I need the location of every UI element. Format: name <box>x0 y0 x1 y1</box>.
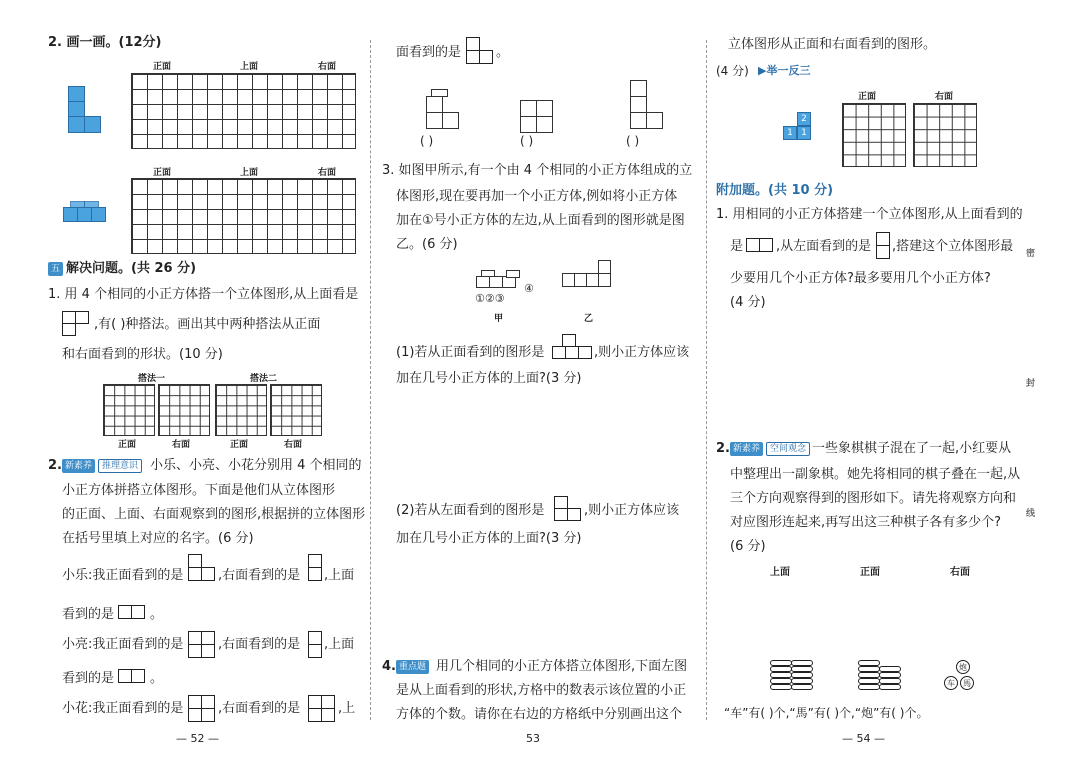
q4-badge: 重点题 <box>396 660 429 674</box>
section-5-title: 解决问题。(共 26 分) <box>66 261 197 276</box>
side-mark-feng: 封 <box>1026 379 1036 389</box>
extra2-line5: (6 分) <box>730 539 766 554</box>
xiaoliang-c: ,上面 <box>324 637 355 652</box>
xiaohua-b: ,右面看到的是 <box>218 701 301 716</box>
answer-paren-3[interactable]: ( ) <box>626 134 640 148</box>
xiaole-d: 看到的是 <box>62 607 115 622</box>
extra2-line2: 中整理出一副象棋。她先将相同的棋子叠在一起,从 <box>730 467 1021 482</box>
q2b-badge-new: 新素养 <box>62 459 95 473</box>
extra1-line1: 1. 用相同的小正方体搭建一个立体图形,从上面看到的 <box>716 207 1023 222</box>
q2b-line2: 小正方体拼搭立体图形。下面是他们从立体图形 <box>62 483 336 498</box>
method-sub-2: 右面 <box>172 440 191 450</box>
q3-line1: 3. 如图甲所示,有一个由 4 个相同的小正方体组成的立 <box>382 163 693 178</box>
label-yi: 乙 <box>584 314 594 324</box>
q4-line1: 用几个相同的小正方体搭立体图形,下面左图 <box>436 659 688 674</box>
method-label-1: 搭法一 <box>138 374 166 384</box>
xiaole-c: ,上面 <box>324 568 355 583</box>
q4-line3: 方体的个数。请你在右边的方格纸中分别画出这个 <box>396 707 683 722</box>
extra1-b: ,从左面看到的是 <box>776 239 872 254</box>
right-view-right: 右面 <box>935 92 954 102</box>
q3-line4: 乙。(6 分) <box>396 237 458 252</box>
extra2-line1: 一些象棋棋子混在了一起,小红要从 <box>812 441 1012 456</box>
method-grid-2[interactable] <box>158 384 210 436</box>
q4-line2: 是从上面看到的形状,方格中的数表示该位置的小正 <box>396 683 687 698</box>
method-sub-4: 右面 <box>284 440 303 450</box>
extra2-line4: 对应图形连起来,再写出这三种棋子各有多少个? <box>730 515 1002 530</box>
extra2-number: 2. <box>716 441 730 456</box>
right-top-line: 立体图形从正面和右面看到的图形。 <box>728 37 937 52</box>
figure-jia-numbers: ①②③ <box>475 292 505 305</box>
extra1-line3: 少要用几个小正方体?最多要用几个小正方体? <box>730 271 991 286</box>
extra1-a: 是 <box>730 239 744 254</box>
extra1-line4: (4 分) <box>730 295 766 310</box>
view-label-front-2: 正面 <box>153 168 172 178</box>
page-divider-right <box>706 40 707 720</box>
chip-ma: 馬 <box>960 676 974 690</box>
q1-line3: 和右面看到的形状。(10 分) <box>62 347 223 362</box>
xiaohua-c: ,上 <box>338 701 356 716</box>
method-sub-1: 正面 <box>118 440 137 450</box>
dir-label-front: 正面 <box>860 567 880 578</box>
chip-pao: 炮 <box>956 660 970 674</box>
q3-line2: 体图形,现在要再加一个小正方体,例如将小正方体 <box>396 189 678 204</box>
method-sub-3: 正面 <box>230 440 249 450</box>
answer-paren-2[interactable]: ( ) <box>520 134 534 148</box>
figure-jia-number-4: ④ <box>524 282 534 295</box>
side-mark-xian: 线 <box>1026 509 1036 519</box>
section-5-badge: 五 <box>48 262 63 276</box>
view-label-right-2: 右面 <box>318 168 337 178</box>
q2b-line3: 的正面、上面、右面观察到的图形,根据拼的立体图形 <box>62 507 366 522</box>
q3-line3: 加在①号小正方体的左边,从上面看到的图形就是图 <box>396 213 685 228</box>
answer-line[interactable]: “车”有( )个,“馬”有( )个,“炮”有( )个。 <box>724 706 929 720</box>
view-label-right: 右面 <box>318 62 337 72</box>
method-grid-1[interactable] <box>103 384 155 436</box>
right-view-front: 正面 <box>858 92 877 102</box>
right-grid-right[interactable] <box>913 103 977 167</box>
view-label-top-2: 上面 <box>240 168 259 178</box>
page-number-54: — 54 — <box>842 732 885 745</box>
q2b-number: 2. <box>48 458 62 473</box>
jyfs-label: ▶举一反三 <box>758 64 811 77</box>
drawing-grid-1[interactable] <box>131 73 356 149</box>
sub2-a: (2)若从左面看到的图形是 <box>396 503 545 518</box>
view-label-top: 上面 <box>240 62 259 72</box>
q4-number: 4. <box>382 659 396 674</box>
answer-paren-1[interactable]: ( ) <box>420 134 434 148</box>
xiaoliang-b: ,右面看到的是 <box>218 637 301 652</box>
xiaoliang-d: 看到的是 <box>62 671 115 686</box>
xiaoliang-a: 小亮:我正面看到的是 <box>62 637 184 652</box>
q2-title: 2. 画一画。(12分) <box>48 35 162 50</box>
page-number-52: — 52 — <box>176 732 219 745</box>
right-score: (4 分) <box>716 64 749 78</box>
label-jia: 甲 <box>494 314 504 324</box>
q1-line2: ,有( )种搭法。画出其中两种搭法从正面 <box>94 317 321 332</box>
q2b-badge-skill: 推理意识 <box>98 459 142 473</box>
extra-title: 附加题。(共 10 分) <box>716 183 834 198</box>
sub1-b: ,则小正方体应该 <box>594 345 690 360</box>
side-mark-mi: 密 <box>1026 249 1036 259</box>
sub2-c: 加在几号小正方体的上面?(3 分) <box>396 531 582 546</box>
xiaole-end: 。 <box>150 607 164 622</box>
extra2-line3: 三个方向观察得到的图形如下。请先将观察方向和 <box>730 491 1017 506</box>
method-grid-3[interactable] <box>215 384 267 436</box>
sub1-c: 加在几号小正方体的上面?(3 分) <box>396 371 582 386</box>
view-label-front: 正面 <box>153 62 172 72</box>
xiaole-b: ,右面看到的是 <box>218 568 301 583</box>
chip-che: 车 <box>944 676 958 690</box>
xiaohua-a: 小花:我正面看到的是 <box>62 701 184 716</box>
xiaole-a: 小乐:我正面看到的是 <box>62 568 184 583</box>
sub1-a: (1)若从正面看到的图形是 <box>396 345 545 360</box>
q1-line1: 1. 用 4 个相同的小正方体搭一个立体图形,从上面看是 <box>48 287 359 302</box>
dir-label-top: 上面 <box>770 567 790 578</box>
right-grid-front[interactable] <box>842 103 906 167</box>
extra2-badge-skill: 空间观念 <box>766 442 810 456</box>
mid-top-end: 。 <box>496 45 510 60</box>
drawing-grid-2[interactable] <box>131 178 356 254</box>
q2b-line1: 小乐、小亮、小花分别用 4 个相同的 <box>150 458 362 473</box>
dir-label-right: 右面 <box>950 567 970 578</box>
q2b-line4: 在括号里填上对应的名字。(6 分) <box>62 531 254 546</box>
extra2-badge-new: 新素养 <box>730 442 763 456</box>
xiaoliang-end: 。 <box>150 671 164 686</box>
sub2-b: ,则小正方体应该 <box>584 503 680 518</box>
method-grid-4[interactable] <box>270 384 322 436</box>
page-divider-left <box>370 40 371 720</box>
mid-top-line: 面看到的是 <box>396 45 462 60</box>
page-number-53: 53 <box>526 732 540 745</box>
method-label-2: 搭法二 <box>250 374 278 384</box>
extra1-c: ,搭建这个立体图形最 <box>892 239 1014 254</box>
